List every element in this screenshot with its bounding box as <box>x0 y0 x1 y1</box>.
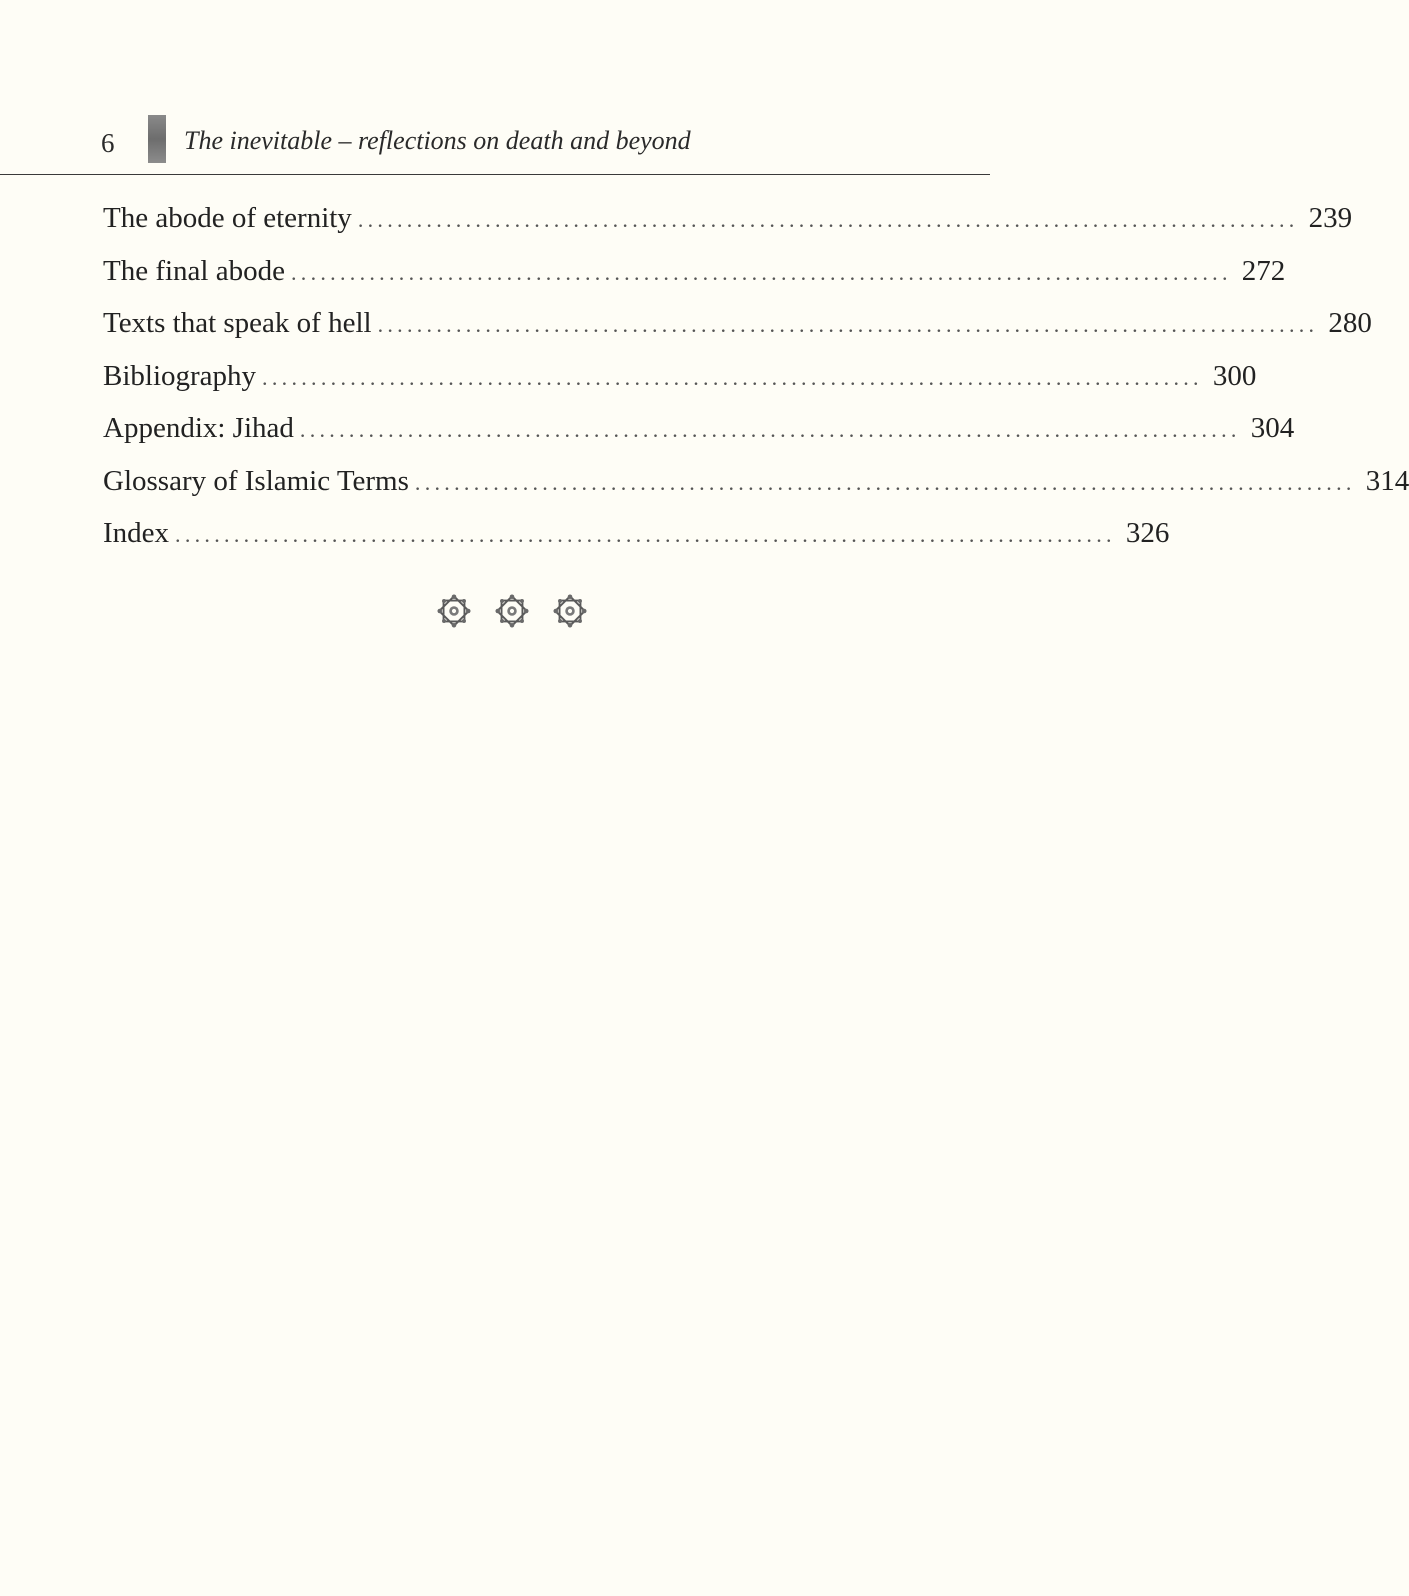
eight-point-star-ornament-icon <box>493 592 531 630</box>
page-number: 6 <box>101 128 115 158</box>
toc-entry[interactable] <box>103 408 1295 461</box>
toc-entry-page: 326 <box>1125 517 1170 549</box>
eight-point-star-ornament-icon <box>551 592 589 630</box>
toc-entry-page: 314 <box>1365 464 1409 497</box>
toc-entry-title: Index <box>103 517 170 549</box>
toc-entry-title: Texts that speak of hell <box>103 307 372 339</box>
running-header <box>0 108 990 175</box>
toc-entry-page: 304 <box>1250 412 1295 444</box>
toc-entry[interactable] <box>103 513 1170 566</box>
dot-leader: ................................................................................................ <box>414 469 1356 495</box>
toc-entry[interactable] <box>103 303 1372 356</box>
toc-entry[interactable] <box>103 198 1353 251</box>
toc-entry[interactable] <box>103 251 1286 304</box>
toc-entry-title: Appendix: Jihad <box>103 412 294 444</box>
toc-entry-page: 272 <box>1241 254 1286 287</box>
dot-leader: ................................................................................................ <box>377 312 1319 337</box>
toc-entry-page: 300 <box>1212 359 1257 392</box>
toc-entry-title: The abode of eternity <box>103 202 352 234</box>
dot-leader: ................................................................................................ <box>299 417 1241 442</box>
toc-entry-page: 280 <box>1328 307 1372 339</box>
dot-leader: ................................................................................................ <box>290 259 1232 285</box>
dot-leader: ................................................................................................ <box>262 364 1203 390</box>
toc-entry[interactable] <box>103 461 1409 514</box>
toc-entry-page: 239 <box>1308 202 1353 234</box>
dot-leader: ................................................................................................ <box>175 522 1116 547</box>
toc-entry-title: Bibliography <box>103 359 257 392</box>
toc-entry[interactable] <box>103 356 1257 409</box>
table-of-contents <box>103 198 1409 566</box>
toc-entry-title: Glossary of Islamic Terms <box>103 464 409 497</box>
dot-leader: ................................................................................................ <box>357 207 1299 232</box>
eight-point-star-ornament-icon <box>435 592 473 630</box>
header-divider-bar <box>148 115 166 163</box>
section-end-ornaments <box>435 592 595 632</box>
running-title: The inevitable – reflections on death and beyond <box>184 126 691 155</box>
toc-entry-title: The final abode <box>103 254 285 287</box>
